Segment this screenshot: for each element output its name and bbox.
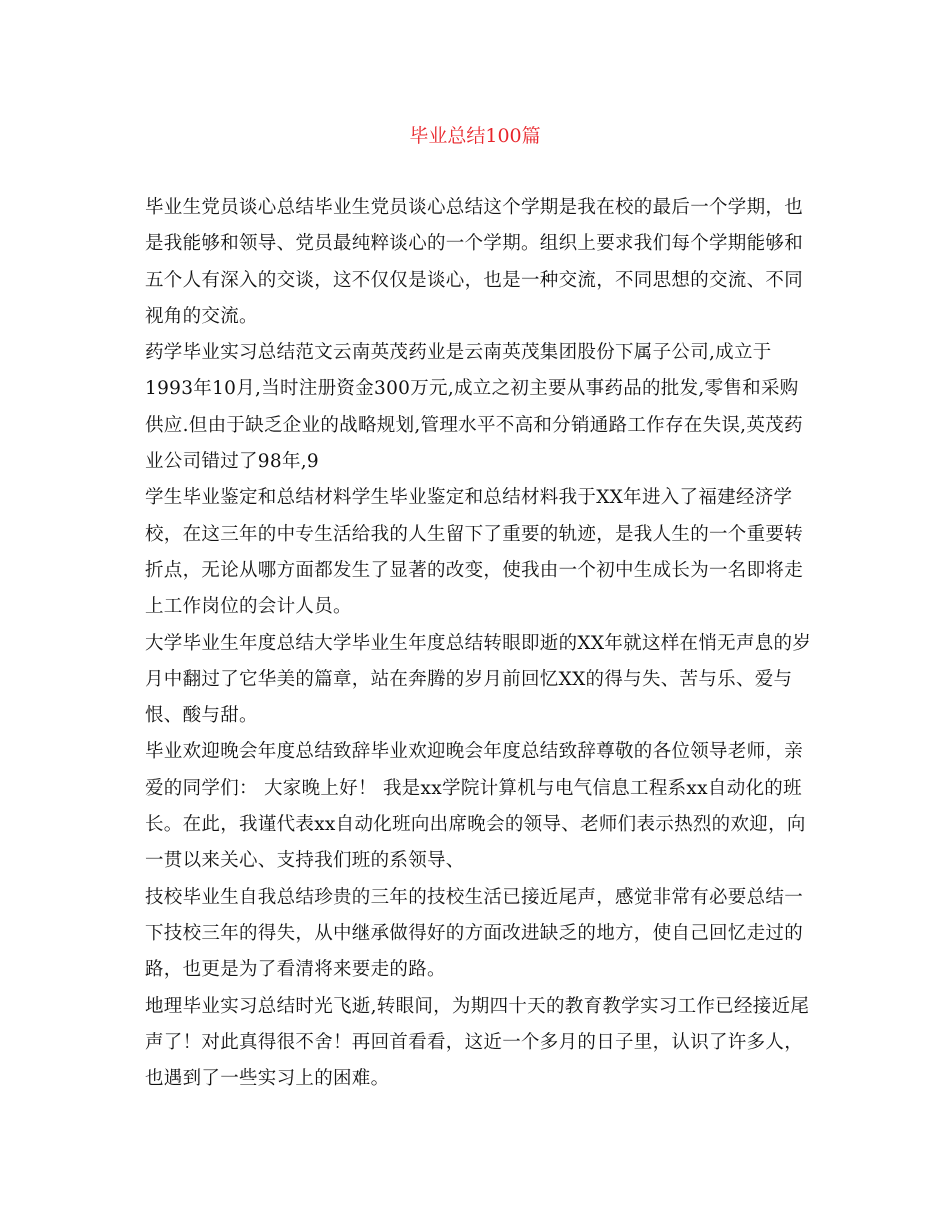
text-line: 供应.但由于缺乏企业的战略规划,管理水平不高和分销通路工作存在失误,英茂药 — [145, 414, 803, 436]
text-line: 五个人有深入的交谈，这不仅仅是谈心，也是一种交流，不同思想的交流、不同 — [145, 269, 804, 291]
text-line: 1993年10月,当时注册资金300万元,成立之初主要从事药品的批发,零售和采购 — [145, 378, 799, 400]
text-line: 技校毕业生自我总结珍贵的三年的技校生活已接近尾声，感觉非常有必要总结一 — [145, 886, 804, 908]
paragraph — [145, 626, 825, 735]
paragraph — [145, 734, 825, 879]
text-line: 下技校三年的得失，从中继承做得好的方面改进缺乏的地方，使自己回忆走过的 — [145, 922, 804, 944]
text-line: 业公司错过了98年,9 — [145, 451, 319, 473]
text-line: 大学毕业生年度总结大学毕业生年度总结转眼即逝的XX年就这样在悄无声息的岁 — [145, 632, 812, 654]
text-line: 月中翻过了它华美的篇章，站在奔腾的岁月前回忆XX的得与失、苦与乐、爱与 — [145, 668, 793, 690]
text-line: 上工作岗位的会计人员。 — [145, 596, 352, 618]
paragraph — [145, 335, 825, 480]
text-line: 视角的交流。 — [145, 305, 258, 327]
text-line: 地理毕业实习总结时光飞逝,转眼间，为期四十天的教育教学实习工作已经接近尾 — [145, 995, 810, 1017]
paragraph — [145, 190, 825, 335]
document-body — [145, 190, 825, 1097]
text-line: 也遇到了一些实习上的困难。 — [145, 1068, 390, 1090]
paragraph — [145, 880, 825, 989]
paragraph — [145, 480, 825, 625]
text-line: 一贯以来关心、支持我们班的系领导、 — [145, 850, 465, 872]
text-line: 爱的同学们： 大家晚上好！ 我是xx学院计算机与电气信息工程系xx自动化的班 — [145, 777, 802, 799]
text-line: 长。在此，我谨代表xx自动化班向出席晚会的领导、老师们表示热烈的欢迎，向 — [145, 814, 806, 836]
text-line: 学生毕业鉴定和总结材料学生毕业鉴定和总结材料我于XX年进入了福建经济学 — [145, 487, 793, 509]
text-line: 声了！对此真得很不舍！再回首看看，这近一个多月的日子里，认识了许多人， — [145, 1031, 804, 1053]
text-line: 路，也更是为了看清将来要走的路。 — [145, 959, 446, 981]
text-line: 折点，无论从哪方面都发生了显著的改变，使我由一个初中生成长为一名即将走 — [145, 559, 804, 581]
text-line: 校，在这三年的中专生活给我的人生留下了重要的轨迹，是我人生的一个重要转 — [145, 523, 804, 545]
paragraph — [145, 989, 825, 1098]
text-line: 毕业生党员谈心总结毕业生党员谈心总结这个学期是我在校的最后一个学期，也 — [145, 197, 804, 218]
document-title: 毕业总结100篇 — [409, 125, 541, 147]
text-line: 毕业欢迎晚会年度总结致辞毕业欢迎晚会年度总结致辞尊敬的各位领导老师，亲 — [145, 741, 804, 763]
text-line: 是我能够和领导、党员最纯粹谈心的一个学期。组织上要求我们每个学期能够和 — [145, 233, 804, 255]
text-line: 恨、酸与甜。 — [145, 705, 258, 727]
text-line: 药学毕业实习总结范文云南英茂药业是云南英茂集团股份下属子公司,成立于 — [145, 342, 772, 364]
